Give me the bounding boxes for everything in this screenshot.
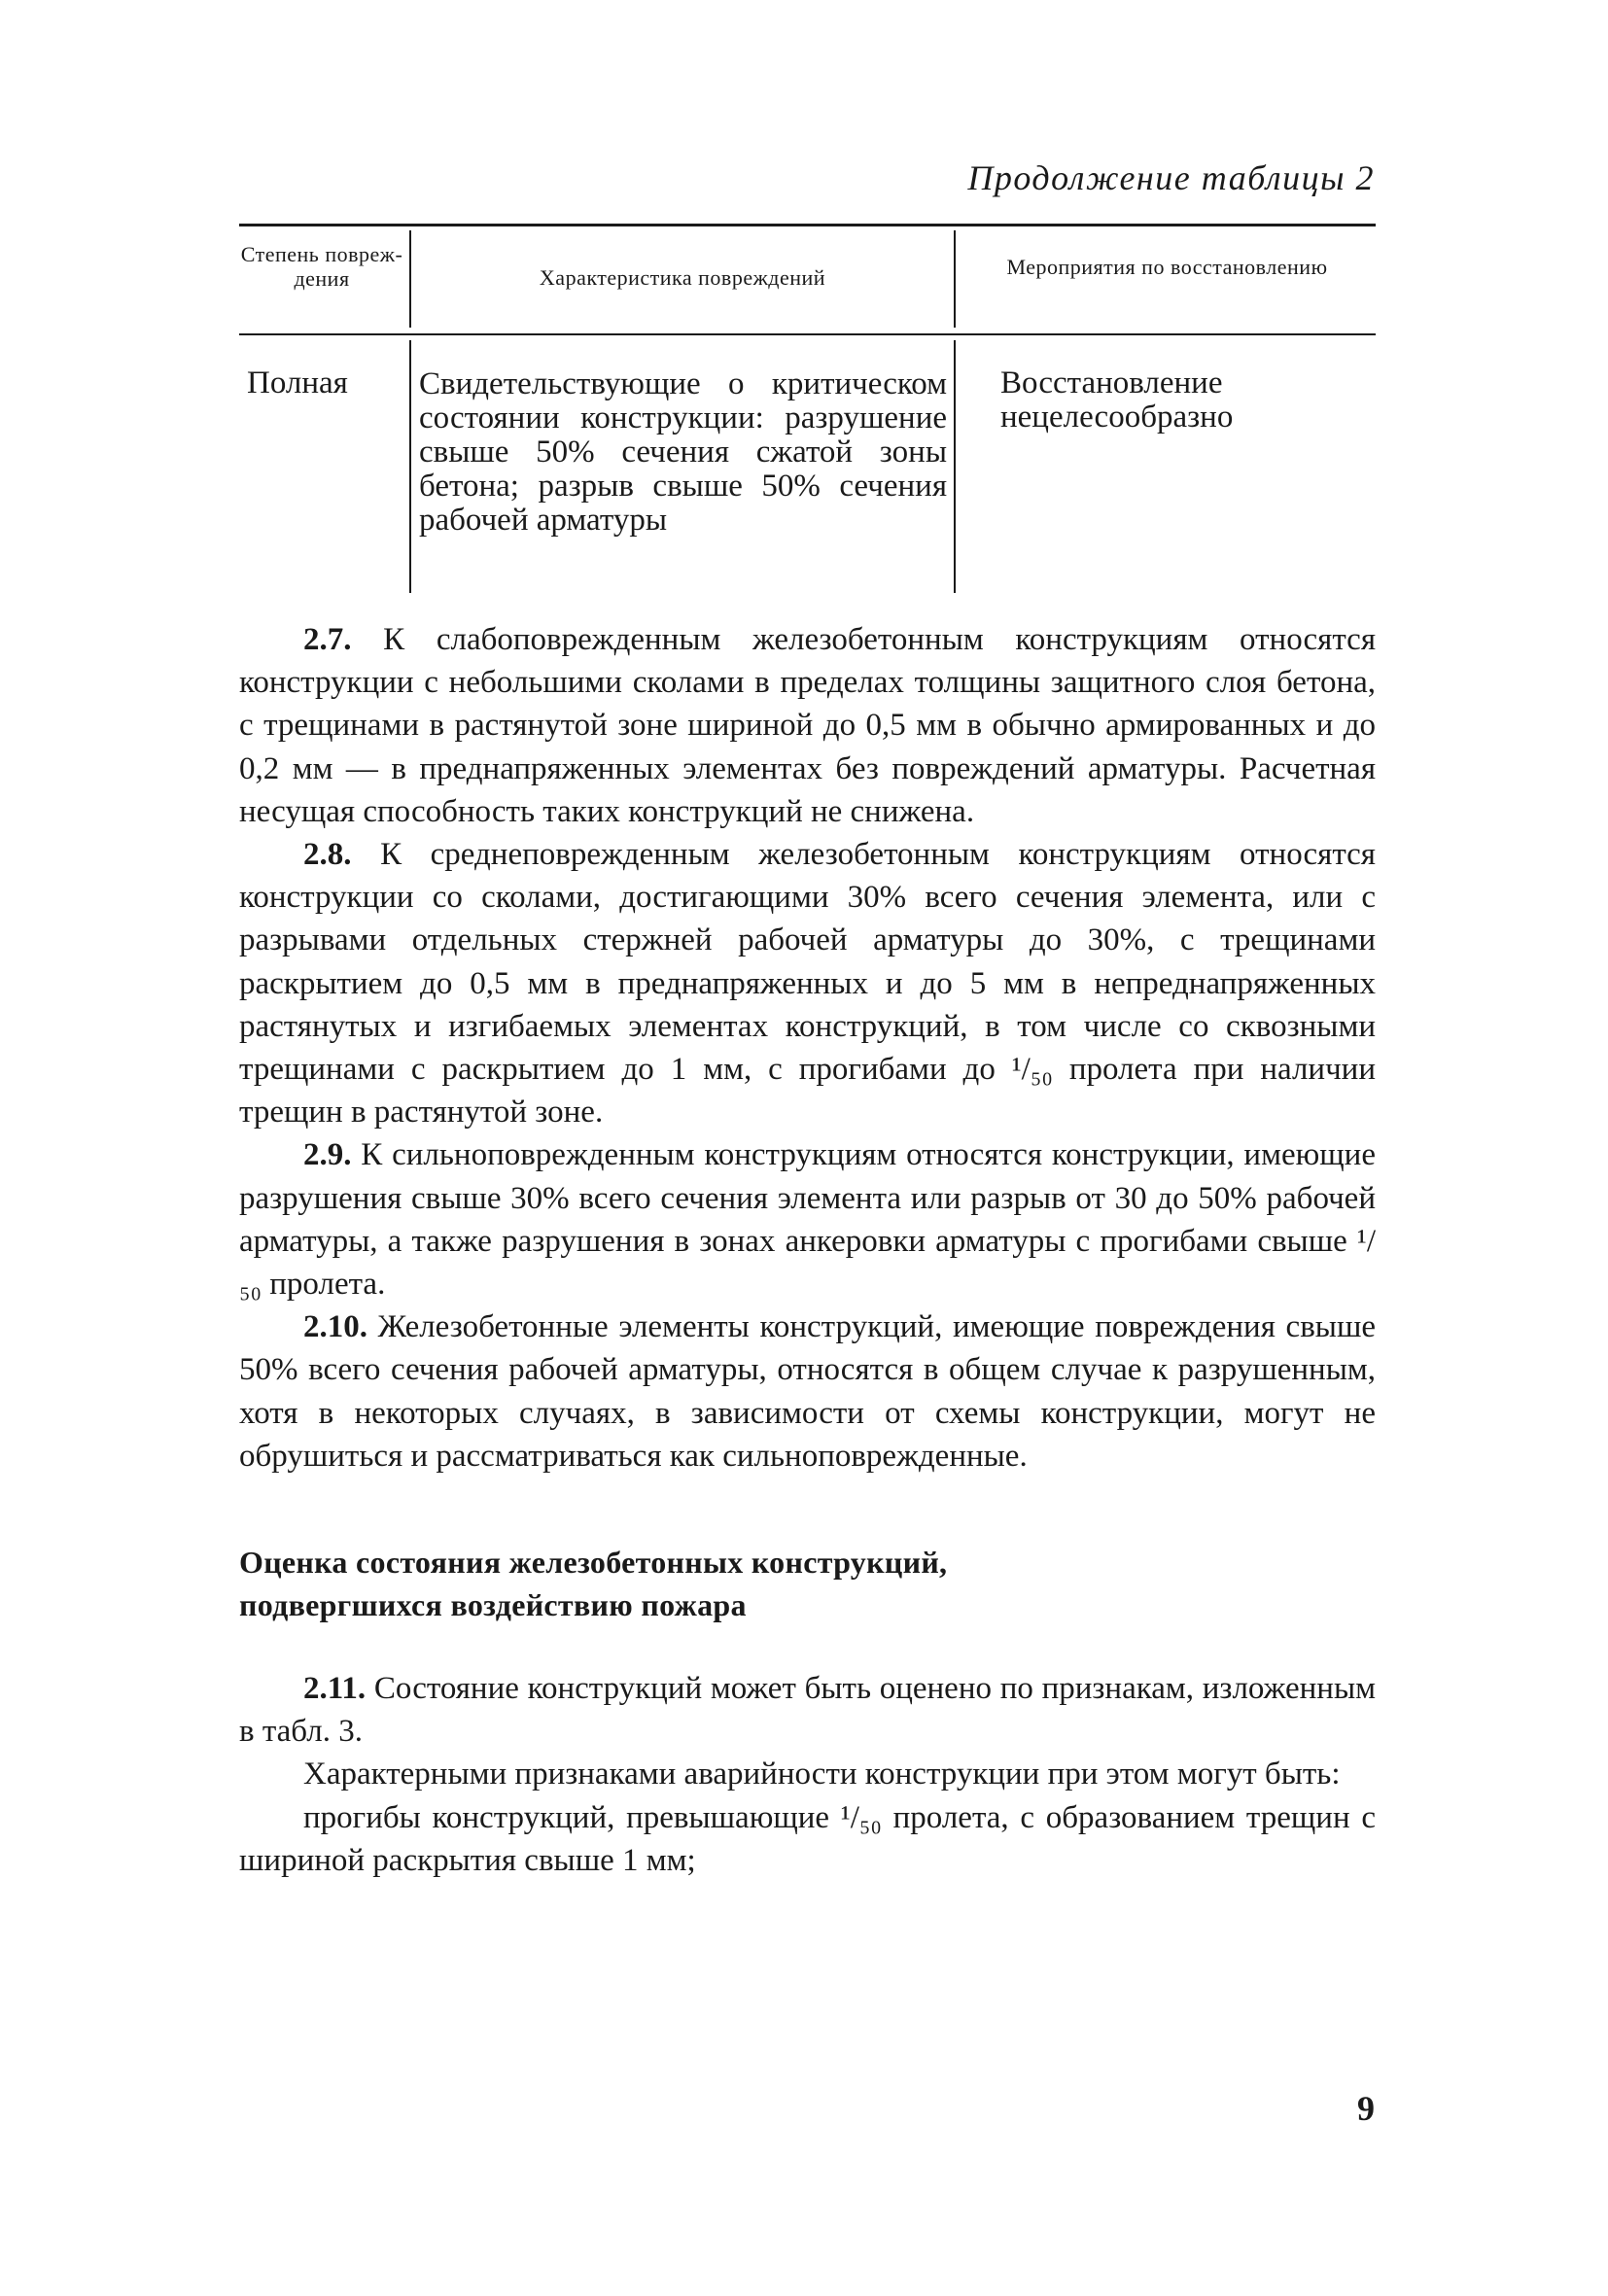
section-heading-line-1: Оценка состояния железобетонных конструкций, — [239, 1545, 948, 1581]
header-damage-characteristic: Характеристика повреждений — [539, 265, 826, 290]
paragraph-2-9 — [239, 1133, 1376, 1305]
header-damage-degree: Степень повреж-дения — [240, 242, 403, 291]
paragraph-2-11 — [239, 1667, 1376, 1753]
header-restoration-measures: Мероприятия по восстановлению — [1006, 255, 1328, 279]
paragraph-number: 2.7. — [303, 622, 352, 657]
paragraph-text: Железобетонные элементы конструкций, имеющие повреждения свыше 50% всего сечения рабочей арматуры, относятся в общем случае к разрушенным, хотя в некоторых случаях, в зависимости от схемы конструкции, могут не обрушиться и рассматриваться как сильноповрежденные. — [239, 1309, 1376, 1474]
paragraph-deflections: прогибы конструкций, превышающие ¹/₅₀ пролета, с образованием трещин с шириной раскрытия свыше 1 мм; — [239, 1799, 1376, 1878]
paragraph-text: К слабоповрежденным железобетонным конструкциям относятся конструкции с небольшими сколами в пределах толщины защитного слоя бетона, с трещинами в растянутой зоне шириной до 0,5 мм в обычно армированных и до 0,2 мм — в преднапряженных элементах без повреждений арматуры. Расчетная несущая способность таких конструкций не снижена. — [239, 622, 1376, 829]
paragraph-text: К сильноповрежденным конструкциям относятся конструкции, имеющие разрушения свыше 30% всего сечения элемента или разрыв от 30 до 50% рабочей арматуры, а также разрушения в зонах анкеровки арматуры с прогибами свыше ¹/₅₀ пролета. — [239, 1137, 1376, 1303]
body-text — [239, 618, 1376, 1882]
cell-restoration-measures: Восстановление нецелесообразно — [1000, 365, 1234, 435]
table-column-divider — [954, 340, 956, 593]
paragraph-number: 2.8. — [303, 837, 352, 873]
section-heading — [239, 1541, 1376, 1626]
table-column-divider — [954, 230, 956, 328]
table-top-rule — [239, 224, 1376, 226]
cell-damage-characteristic: Свидетельствующие о критическом состоянии конструкции: разрушение свыше 50% сечения сжатой зоны бетона; разрыв свыше 50% сечения рабочей арматуры — [419, 366, 947, 538]
damage-table — [239, 219, 1376, 598]
page-number: 9 — [1357, 2089, 1375, 2128]
paragraph-text: Состояние конструкций может быть оценено по признакам, изложенным в табл. 3. — [239, 1671, 1376, 1750]
cell-damage-degree: Полная — [247, 365, 348, 400]
table-header-rule — [239, 333, 1376, 335]
paragraph-number: 2.11. — [303, 1671, 367, 1707]
section-heading-line-2: подвергшихся воздействию пожара — [239, 1587, 747, 1623]
table-column-divider — [409, 230, 411, 328]
paragraph-text: К среднеповрежденным железобетонным конструкциям относятся конструкции со сколами, достигающими 30% всего сечения элемента, или с разрывами отдельных стержней рабочей арматуры до 30%, с трещинами раскрытием до 0,5 мм в преднапряженных и до 5 мм в непреднапряженных растянутых и изгибаемых элементах конструкций, в том числе со сквозными трещинами с раскрытием до 1 мм, с прогибами до ¹/₅₀ пролета при наличии трещин в растянутой зоне. — [239, 837, 1376, 1131]
paragraph-2-10 — [239, 1305, 1376, 1478]
paragraph-2-7 — [239, 618, 1376, 833]
paragraph-signs: Характерными признаками аварийности конструкции при этом могут быть: — [303, 1757, 1341, 1792]
table-caption: Продолжение таблицы 2 — [967, 158, 1375, 197]
paragraph-number: 2.9. — [303, 1137, 352, 1173]
paragraph-2-8 — [239, 833, 1376, 1133]
table-column-divider — [409, 340, 411, 593]
paragraph-number: 2.10. — [303, 1309, 367, 1345]
